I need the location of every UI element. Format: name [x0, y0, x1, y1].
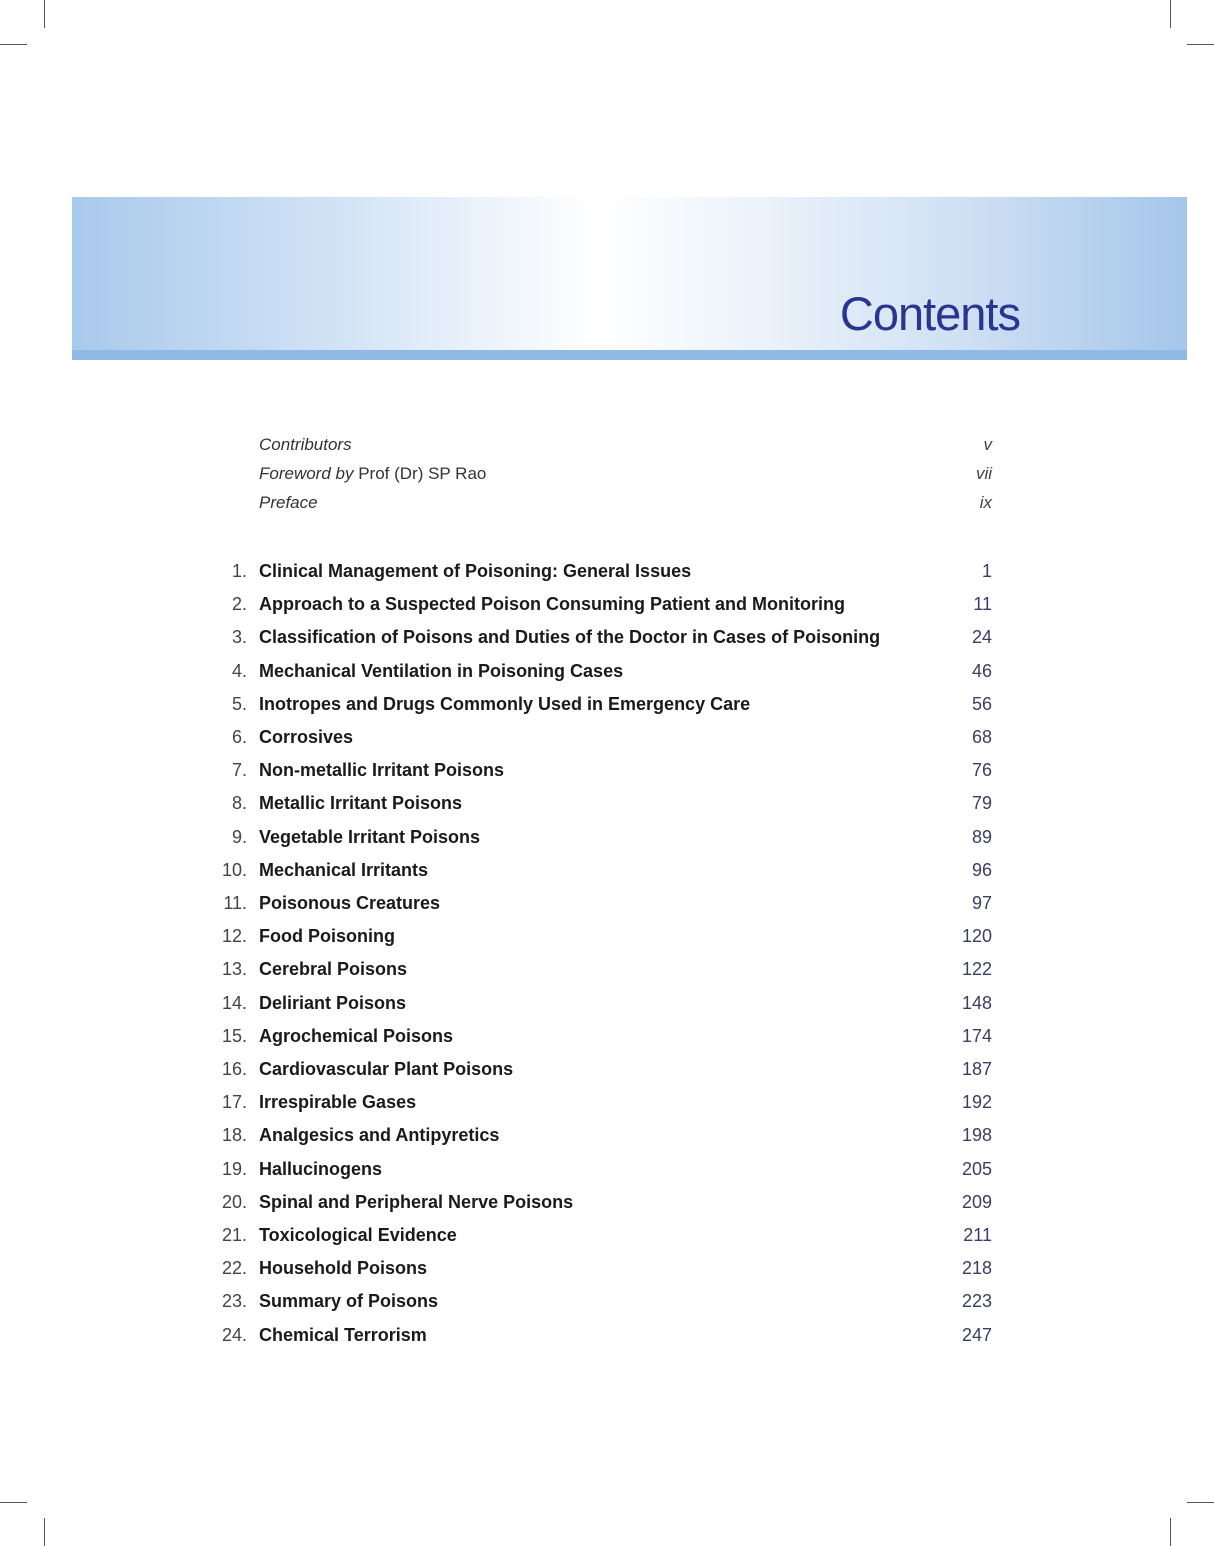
chapter-entry[interactable] [0, 793, 1214, 823]
page-number: 223 [961, 1291, 992, 1312]
front-matter-item[interactable] [0, 435, 1214, 465]
chapter-entry[interactable] [0, 1325, 1214, 1355]
chapter-title: Classification of Poisons and Duties of the Doctor in Cases of Poisoning [259, 627, 881, 648]
chapter-number: 14. [221, 992, 247, 1013]
page-number: 68 [971, 727, 992, 747]
chapter-title: Summary of Poisons [259, 1291, 439, 1312]
chapter-entry[interactable] [0, 860, 1214, 890]
chapter-title: Hallucinogens [259, 1158, 383, 1179]
chapter-entry[interactable] [0, 561, 1214, 591]
page-number: 192 [961, 1092, 992, 1113]
page-number: 1 [981, 561, 992, 581]
chapter-entry[interactable] [0, 627, 1214, 657]
chapter-entry[interactable] [0, 661, 1214, 691]
crop-mark [0, 1502, 27, 1503]
chapter-number: 16. [221, 1059, 247, 1079]
chapter-entry[interactable] [0, 1125, 1214, 1155]
front-matter-label-italic: Foreword by [259, 464, 354, 483]
chapter-entry[interactable] [0, 594, 1214, 624]
page-number: 79 [971, 793, 992, 814]
chapter-number: 11. [223, 893, 247, 913]
crop-mark [0, 44, 27, 45]
chapter-number: 12. [221, 926, 247, 947]
chapter-title: Approach to a Suspected Poison Consuming Patient and Monitoring [259, 594, 846, 615]
chapter-entry[interactable] [0, 827, 1214, 857]
page-number: 56 [971, 693, 992, 714]
chapter-title: Mechanical Irritants [259, 859, 429, 880]
chapter-number: 13. [221, 959, 247, 980]
crop-mark [1187, 1502, 1214, 1503]
chapter-number: 5. [231, 693, 247, 714]
page-number: 76 [971, 760, 992, 781]
page-number: 46 [971, 660, 992, 681]
chapter-number: 10. [221, 859, 247, 880]
chapter-number: 15. [221, 1025, 247, 1046]
chapter-title: Agrochemical Poisons [259, 1025, 454, 1046]
chapter-number: 22. [221, 1258, 247, 1279]
chapter-entry[interactable] [0, 727, 1214, 757]
chapter-entry[interactable] [0, 1192, 1214, 1222]
chapter-number: 23. [221, 1291, 247, 1312]
chapter-number: 19. [221, 1158, 247, 1179]
page-number: 247 [961, 1324, 992, 1345]
page-number: 89 [971, 826, 992, 847]
chapter-title: Cerebral Poisons [259, 959, 408, 980]
chapter-entry[interactable] [0, 1026, 1214, 1056]
chapter-title: Toxicological Evidence [259, 1225, 457, 1245]
chapter-entry[interactable] [0, 1225, 1214, 1255]
chapter-number: 7. [231, 760, 247, 781]
front-matter-item[interactable] [0, 464, 1214, 494]
chapter-entry[interactable] [0, 959, 1214, 989]
chapter-number: 21. [221, 1225, 247, 1245]
chapter-number: 6. [231, 727, 247, 747]
page-number: 174 [961, 1025, 992, 1046]
chapter-title: Chemical Terrorism [259, 1324, 427, 1345]
front-matter-label [259, 464, 486, 484]
chapter-number: 1. [231, 561, 247, 581]
page-number: 211 [963, 1225, 992, 1245]
page-number: 97 [971, 893, 992, 913]
page-number: 24 [971, 627, 992, 648]
chapter-title: Food Poisoning [259, 926, 395, 947]
front-matter-label: Contributors [259, 435, 352, 454]
chapter-number: 3. [231, 627, 247, 648]
chapter-entry[interactable] [0, 893, 1214, 923]
page-number: 187 [961, 1059, 992, 1079]
chapter-title: Clinical Management of Poisoning: General Issues [259, 561, 692, 581]
chapter-entry[interactable] [0, 760, 1214, 790]
chapter-number: 18. [221, 1125, 247, 1146]
chapter-number: 4. [231, 660, 247, 681]
crop-mark [44, 0, 45, 28]
front-matter-item[interactable] [0, 493, 1214, 523]
chapter-entry[interactable] [0, 993, 1214, 1023]
page-number: 120 [961, 926, 992, 947]
chapter-entry[interactable] [0, 1258, 1214, 1288]
page-number: 205 [961, 1158, 992, 1179]
page-number: v [983, 435, 992, 454]
page-number: 218 [961, 1258, 992, 1279]
chapter-title: Mechanical Ventilation in Poisoning Cases [259, 660, 624, 681]
page-number: vii [975, 464, 992, 483]
chapter-entry[interactable] [0, 694, 1214, 724]
page-number: 198 [961, 1125, 992, 1146]
chapter-number: 20. [221, 1191, 247, 1212]
chapter-number: 2. [231, 594, 247, 615]
page-title: Contents [839, 287, 1020, 340]
front-matter-label-rest: Prof (Dr) SP Rao [353, 464, 487, 483]
crop-mark [1170, 0, 1171, 28]
chapter-number: 8. [231, 793, 247, 814]
chapter-entry[interactable] [0, 1092, 1214, 1122]
chapter-title: Household Poisons [259, 1258, 428, 1279]
chapter-entry[interactable] [0, 1159, 1214, 1189]
chapter-entry[interactable] [0, 926, 1214, 956]
chapter-title: Deliriant Poisons [259, 992, 407, 1013]
page-number: 122 [961, 959, 992, 980]
crop-mark [1170, 1518, 1171, 1546]
chapter-title: Vegetable Irritant Poisons [259, 826, 481, 847]
crop-mark [44, 1518, 45, 1546]
chapter-entry[interactable] [0, 1059, 1214, 1089]
chapter-title: Poisonous Creatures [259, 893, 441, 913]
chapter-title: Analgesics and Antipyretics [259, 1125, 500, 1146]
chapter-title: Metallic Irritant Poisons [259, 793, 463, 814]
page-number: 96 [971, 859, 992, 880]
page-number: 209 [961, 1191, 992, 1212]
chapter-title: Non-metallic Irritant Poisons [259, 760, 505, 781]
chapter-title: Corrosives [259, 727, 354, 747]
page-number: 148 [961, 992, 992, 1013]
chapter-number: 24. [221, 1324, 247, 1345]
header-stripe [72, 350, 1187, 360]
page-number: ix [979, 493, 992, 512]
front-matter-label: Preface [259, 493, 318, 512]
chapter-number: 17. [221, 1092, 247, 1113]
chapter-entry[interactable] [0, 1291, 1214, 1321]
crop-mark [1187, 44, 1214, 45]
chapter-title: Spinal and Peripheral Nerve Poisons [259, 1191, 574, 1212]
page-number: 11 [973, 594, 992, 615]
chapter-title: Irrespirable Gases [259, 1092, 417, 1113]
chapter-title: Cardiovascular Plant Poisons [259, 1059, 514, 1079]
chapter-title: Inotropes and Drugs Commonly Used in Emergency Care [259, 693, 751, 714]
chapter-number: 9. [231, 826, 247, 847]
